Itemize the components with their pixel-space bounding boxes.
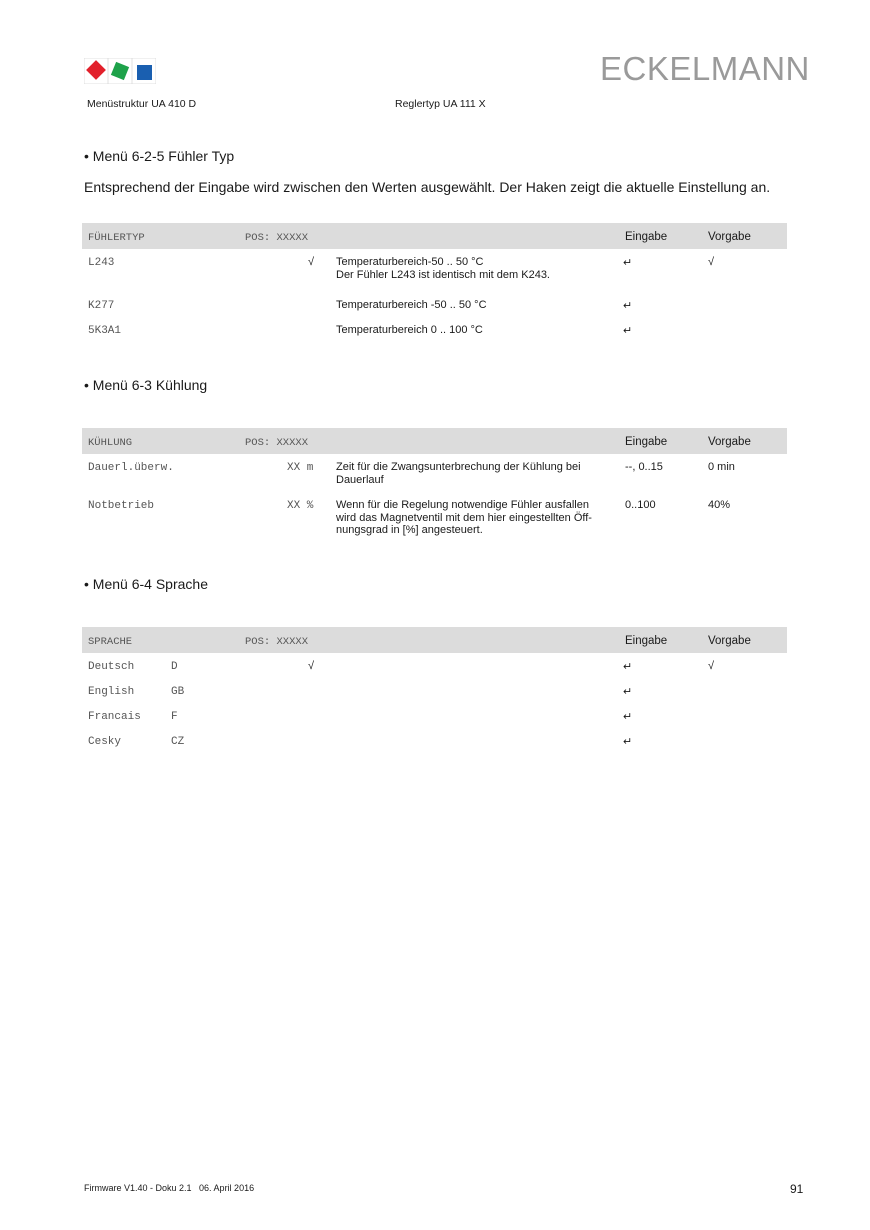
section-heading-kuehlung: • Menü 6-3 Kühlung bbox=[84, 377, 208, 393]
enter-icon: ↵ bbox=[623, 736, 633, 748]
table-header bbox=[82, 223, 787, 249]
row-description: Zeit für die Zwangsunterbrechung der Kühlung bei Dauerlauf bbox=[336, 461, 581, 486]
col-vorgabe: Vorgabe bbox=[708, 436, 751, 448]
col-name: FÜHLERTYP bbox=[88, 232, 145, 244]
row-code: D bbox=[171, 661, 178, 673]
row-name: Dauerl.überw. bbox=[88, 462, 174, 474]
col-vorgabe: Vorgabe bbox=[708, 231, 751, 243]
enter-icon: ↵ bbox=[623, 325, 633, 337]
table-header bbox=[82, 428, 787, 454]
row-code: GB bbox=[171, 686, 185, 698]
brand-name: ECKELMANN bbox=[600, 50, 810, 87]
col-eingabe: Eingabe bbox=[625, 231, 668, 243]
table-row bbox=[82, 728, 787, 753]
enter-icon: ↵ bbox=[623, 300, 633, 312]
table-row bbox=[82, 293, 787, 318]
table-row bbox=[82, 454, 787, 492]
row-eingabe: --, 0..15 bbox=[625, 461, 663, 473]
header-doc-title: Menüstruktur UA 410 D bbox=[87, 98, 197, 110]
table-header bbox=[82, 627, 787, 653]
row-code: CZ bbox=[171, 736, 185, 748]
row-description: Temperaturbereich -50 .. 50 °C bbox=[336, 299, 487, 311]
row-name: English bbox=[88, 686, 135, 698]
col-pos: POS: XXXXX bbox=[245, 636, 309, 648]
table-row bbox=[82, 678, 787, 703]
table-row bbox=[82, 653, 787, 678]
row-value: XX m bbox=[287, 462, 314, 474]
row-name: Francais bbox=[88, 711, 141, 723]
col-eingabe: Eingabe bbox=[625, 436, 668, 448]
table-row bbox=[82, 703, 787, 728]
col-eingabe: Eingabe bbox=[625, 635, 668, 647]
table-fuehlertyp bbox=[82, 223, 787, 343]
row-eingabe: 0..100 bbox=[625, 499, 656, 511]
enter-icon: ↵ bbox=[623, 686, 633, 698]
checkmark-icon: √ bbox=[708, 660, 715, 672]
row-vorgabe: 40% bbox=[708, 499, 731, 511]
col-pos: POS: XXXXX bbox=[245, 232, 309, 244]
row-vorgabe: 0 min bbox=[708, 461, 735, 473]
row-name: K277 bbox=[88, 300, 115, 312]
table-row bbox=[82, 492, 787, 542]
table-sprache bbox=[82, 627, 787, 753]
checkmark-icon: √ bbox=[308, 256, 315, 268]
intro-text: Entsprechend der Eingabe wird zwischen den Werten ausgewählt. Der Haken zeigt die aktuelle Einstellung an. bbox=[84, 179, 771, 195]
col-vorgabe: Vorgabe bbox=[708, 635, 751, 647]
checkmark-icon: √ bbox=[708, 256, 715, 268]
page-number: 91 bbox=[790, 1182, 804, 1196]
row-description: Temperaturbereich-50 .. 50 °C Der Fühler L243 ist identisch mit dem K243. bbox=[336, 256, 550, 281]
row-description: Wenn für die Regelung notwendige Fühler ausfallen wird das Magnetventil mit dem hier eingestellten Öff- nungsgrad in [%] angesteuert. bbox=[336, 499, 592, 536]
col-pos: POS: XXXXX bbox=[245, 437, 309, 449]
table-kuehlung bbox=[82, 428, 787, 542]
row-name: L243 bbox=[88, 257, 115, 269]
table-row bbox=[82, 318, 787, 343]
row-name: Notbetrieb bbox=[88, 500, 155, 512]
row-name: Cesky bbox=[88, 736, 122, 748]
checkmark-icon: √ bbox=[308, 660, 315, 672]
row-code: F bbox=[171, 711, 178, 723]
table-row bbox=[82, 249, 787, 293]
header-controller-type: Reglertyp UA 111 X bbox=[395, 98, 486, 110]
col-name: SPRACHE bbox=[88, 636, 133, 648]
col-name: KÜHLUNG bbox=[88, 437, 133, 449]
enter-icon: ↵ bbox=[623, 661, 633, 673]
row-description: Temperaturbereich 0 .. 100 °C bbox=[336, 324, 483, 336]
enter-icon: ↵ bbox=[623, 711, 633, 723]
footer-text: Firmware V1.40 - Doku 2.1 06. April 2016 bbox=[84, 1183, 255, 1193]
section-heading-fuehler: • Menü 6-2-5 Fühler Typ bbox=[84, 148, 235, 164]
eckelmann-logo-marks bbox=[84, 58, 156, 84]
row-value: XX % bbox=[287, 500, 314, 512]
row-name: Deutsch bbox=[88, 661, 135, 673]
enter-icon: ↵ bbox=[623, 257, 633, 269]
row-name: 5K3A1 bbox=[88, 325, 122, 337]
section-heading-sprache: • Menü 6-4 Sprache bbox=[84, 576, 208, 592]
